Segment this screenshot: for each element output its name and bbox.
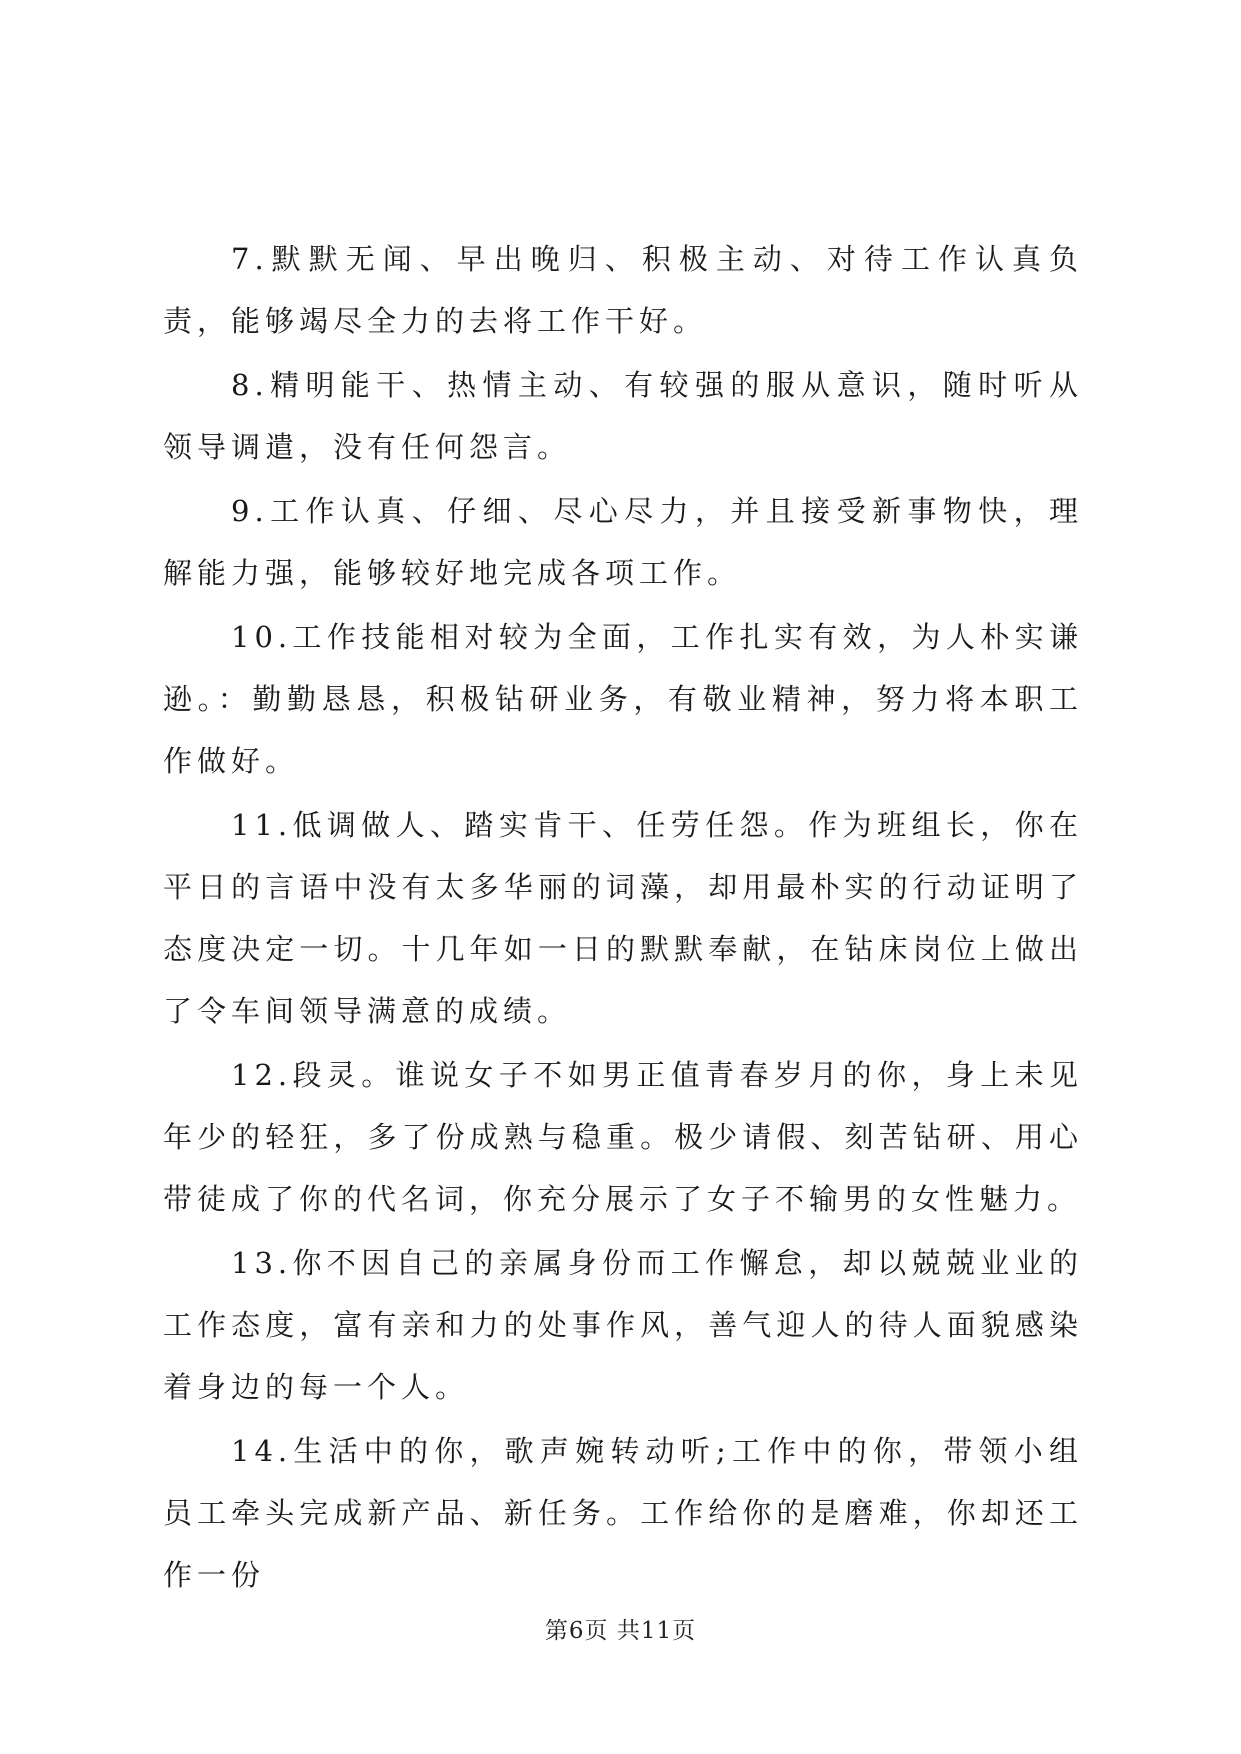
paragraph-12: 12.段灵。谁说女子不如男正值青春岁月的你，身上未见年少的轻狂，多了份成熟与稳重。极少请假、刻苦钻研、用心带徒成了你的代名词，你充分展示了女子不输男的女性魅力。 — [163, 1058, 1083, 1216]
paragraph-13: 13.你不因自己的亲属身份而工作懈怠，却以兢兢业业的工作态度，富有亲和力的处事作风，善气迎人的待人面貌感染着身边的每一个人。 — [163, 1246, 1083, 1404]
paragraph-10: 10.工作技能相对较为全面，工作扎实有效，为人朴实谦逊。：勤勤恳恳，积极钻研业务，有敬业精神，努力将本职工作做好。 — [163, 620, 1083, 778]
paragraph-7: 7.默默无闻、早出晚归、积极主动、对待工作认真负责，能够竭尽全力的去将工作干好。 — [163, 242, 1083, 338]
document-body — [163, 228, 1083, 1606]
paragraph-9: 9.工作认真、仔细、尽心尽力，并且接受新事物快，理解能力强，能够较好地完成各项工作。 — [163, 494, 1083, 590]
page-number-footer: 第6页 共11页 — [544, 1618, 697, 1644]
paragraph-11: 11.低调做人、踏实肯干、任劳任怨。作为班组长，你在平日的言语中没有太多华丽的词藻，却用最朴实的行动证明了态度决定一切。十几年如一日的默默奉献，在钻床岗位上做出了令车间领导满意的成绩。 — [163, 808, 1083, 1028]
paragraph-8: 8.精明能干、热情主动、有较强的服从意识，随时听从领导调遣，没有任何怨言。 — [163, 368, 1083, 464]
paragraph-14: 14.生活中的你，歌声婉转动听;工作中的你，带领小组员工牵头完成新产品、新任务。工作给你的是磨难，你却还工作一份 — [163, 1434, 1083, 1592]
